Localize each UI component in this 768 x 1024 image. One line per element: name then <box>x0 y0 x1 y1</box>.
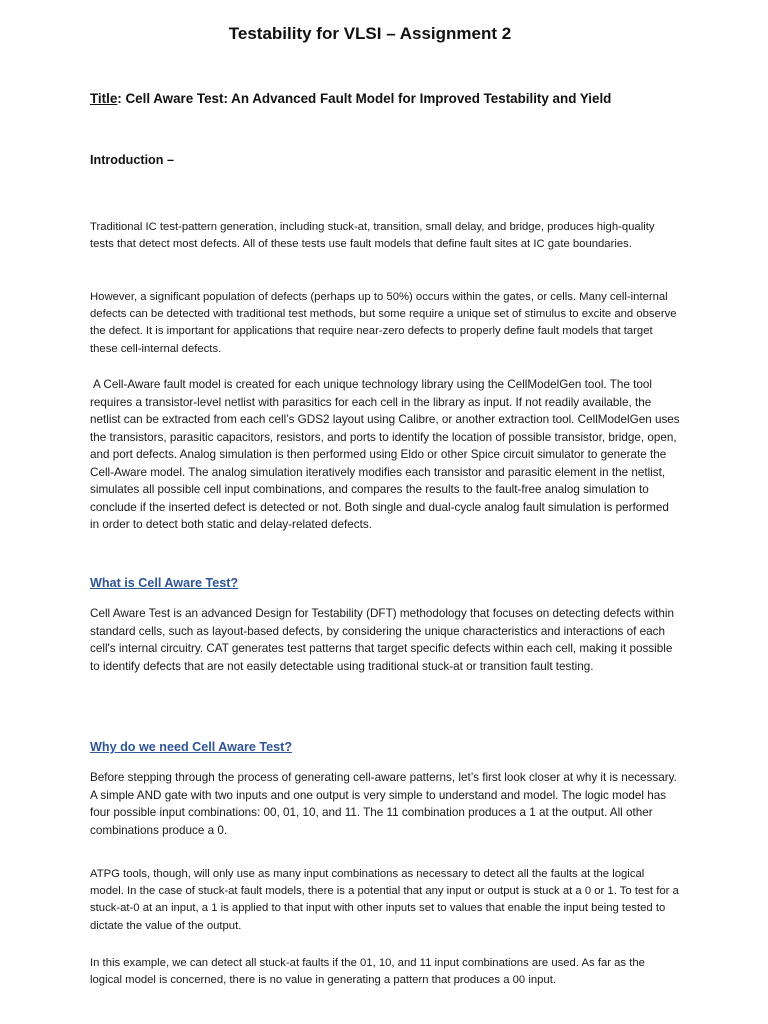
paragraph-why-cat-1: Before stepping through the process of generating cell-aware patterns, let’s first look closer at why it is necessary. A simple AND gate with two inputs and one output is very simple to understand and model. The logic model has four possible input combinations: 00, 01, 10, and 11. The 11 combination produces a 1 at the output. All other combinations produce a 0. <box>90 771 677 837</box>
paragraph-intro-1: Traditional IC test-pattern generation, including stuck-at, transition, small delay, and bridge, produces high-quality tests that detect most defects. All of these tests use fault models that define fault sites at IC gate boundaries. <box>90 221 655 251</box>
title-label: Title <box>90 91 118 106</box>
section-heading-why-cat: Why do we need Cell Aware Test? <box>90 740 293 754</box>
section-heading-what-is-cat: What is Cell Aware Test? <box>90 576 239 590</box>
paragraph-why-cat-3: In this example, we can detect all stuck-at faults if the 01, 10, and 11 input combinations are used. As far as the logical model is concerned, there is no value in generating a pattern that produces a 00 input. <box>90 957 645 987</box>
document-heading: Testability for VLSI – Assignment 2 <box>228 24 512 43</box>
paragraph-intro-2: However, a significant population of defects (perhaps up to 50%) occurs within the gates, or cells. Many cell-internal defects can be detected with traditional test methods, but some require a unique set of stimulus to excite and observe the defect. It is important for applications that require near-zero defects to properly define fault models that target these cell-internal defects. <box>90 291 677 355</box>
paragraph-intro-3: A Cell-Aware fault model is created for each unique technology library using the CellModelGen tool. The tool requires a transistor-level netlist with parasitics for each cell in the library as input. If not readily available, the netlist can be extracted from each cell’s GDS2 layout using Calibre, or another extraction tool. CellModelGen uses the transistors, parasitic capacitors, resistors, and ports to identify the location of possible transistor, bridge, open, and port defects. Analog simulation is then performed using Eldo or other Spice circuit simulator to generate the Cell-Aware model. The analog simulation iteratively modifies each transistor and parasitic element in the netlist, simulates all possible cell input combinations, and compares the results to the fault-free analog simulation to conclude if the inserted defect is detected or not. Both single and dual-cycle analog fault simulation is performed in order to detect both static and delay-related defects. <box>90 378 680 531</box>
title-text: : Cell Aware Test: An Advanced Fault Model for Improved Testability and Yield <box>117 91 612 106</box>
paragraph-what-is-cat: Cell Aware Test is an advanced Design for Testability (DFT) methodology that focuses on detecting defects within standard cells, such as layout-based defects, by considering the unique characteristics and interactions of each cell's internal circuitry. CAT generates test patterns that target specific defects within each cell, making it possible to identify defects that are not easily detectable using traditional stuck-at or transition fault testing. <box>90 607 675 673</box>
paper-title <box>90 91 730 106</box>
paragraph-why-cat-2: ATPG tools, though, will only use as many input combinations as necessary to detect all the faults at the logical model. In the case of stuck-at fault models, there is a potential that any input or output is stuck at a 0 or 1. To test for a stuck-at-0 at an input, a 1 is applied to that input with other inputs set to values that enable the input being tested to dictate the value of the output. <box>90 868 679 932</box>
introduction-heading: Introduction – <box>90 153 174 167</box>
